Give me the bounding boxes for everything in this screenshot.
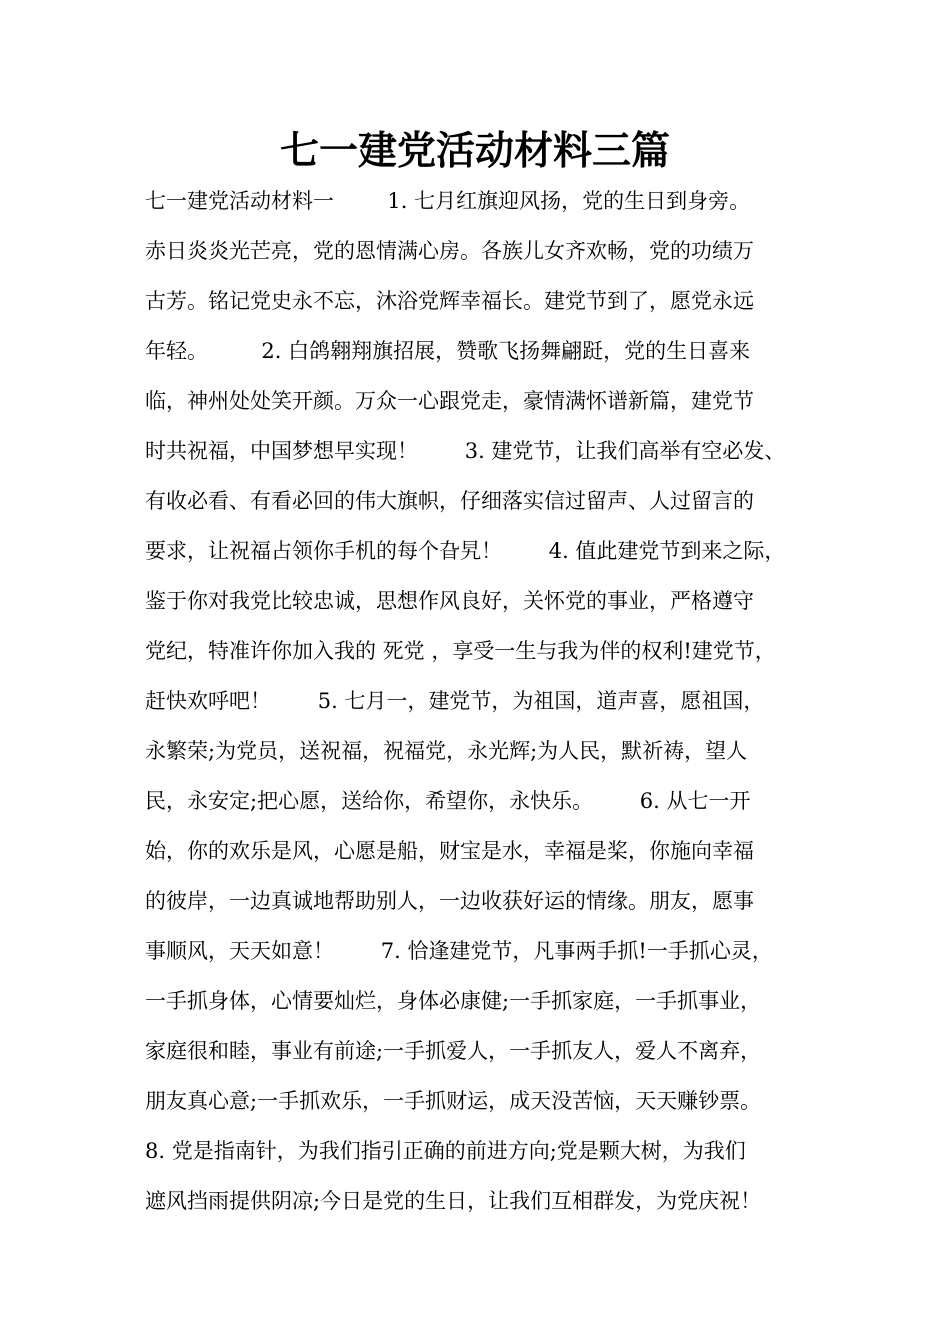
body-line: 民，永安定;把心愿，送给你，希望你，永快乐。 6. 从七一开 (145, 789, 751, 813)
body-line: 赤日炎炎光芒亮，党的恩情满心房。各族儿女齐欢畅，党的功绩万 (145, 239, 754, 263)
body-line: 一手抓身体，心情要灿烂，身体必康健;一手抓家庭，一手抓事业， (145, 989, 762, 1013)
body-line: 遮风挡雨提供阴凉;今日是党的生日，让我们互相群发，为党庆祝！ (145, 1189, 762, 1213)
body-line: 古芳。铭记党史永不忘，沐浴党辉幸福长。建党节到了，愿党永远 (145, 289, 754, 313)
body-line: 党纪，特准许你加入我的 死党 ，享受一生与我为伴的权利!建党节， (145, 639, 776, 663)
body-line: 家庭很和睦，事业有前途;一手抓爱人，一手抓友人，爱人不离弃， (145, 1039, 762, 1063)
body-line: 始，你的欢乐是风，心愿是船，财宝是水，幸福是桨，你施向幸福 (145, 839, 754, 863)
body-line: 临，神州处处笑开颜。万众一心跟党走，豪情满怀谱新篇，建党节 (145, 389, 754, 413)
document-title: 七一建党活动材料三篇 (279, 129, 670, 174)
body-line: 鉴于你对我党比较忠诚，思想作风良好，关怀党的事业，严格遵守 (145, 589, 754, 613)
body-line: 时共祝福，中国梦想早实现！ 3. 建党节，让我们高举有空必发、 (145, 439, 786, 463)
body-line: 要求，让祝福占领你手机的每个旮旯！ 4. 值此建党节到来之际， (145, 539, 786, 563)
body-line: 事顺风，天天如意！ 7. 恰逢建党节，凡事两手抓!一手抓心灵， (145, 939, 773, 963)
body-line: 朋友真心意;一手抓欢乐，一手抓财运，成天没苦恼，天天赚钞票。 (145, 1089, 762, 1113)
body-line: 七一建党活动材料一 1. 七月红旗迎风扬，党的生日到身旁。 (145, 189, 751, 213)
body-line: 的彼岸，一边真诚地帮助别人，一边收获好运的情缘。朋友，愿事 (145, 889, 754, 913)
body-line: 赶快欢呼吧！ 5. 七月一，建党节，为祖国，道声喜，愿祖国， (145, 689, 765, 713)
body-line: 8. 党是指南针，为我们指引正确的前进方向;党是颗大树，为我们 (145, 1139, 746, 1163)
body-line: 有收必看、有看必回的伟大旗帜，仔细落实信过留声、人过留言的 (145, 489, 754, 513)
body-line: 永繁荣;为党员，送祝福，祝福党，永光辉;为人民，默祈祷，望人 (145, 739, 748, 763)
body-line: 年轻。 2. 白鸽翱翔旗招展，赞歌飞扬舞翩跹，党的生日喜来 (145, 339, 751, 363)
